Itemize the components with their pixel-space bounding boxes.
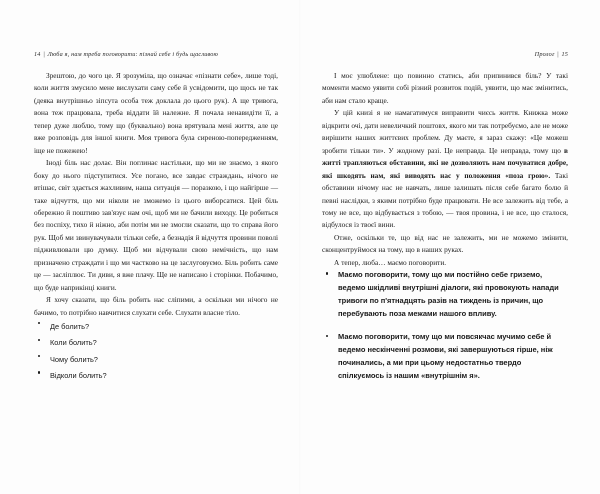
paragraph-text: А тепер, люба… маємо поговорити. — [334, 257, 447, 267]
paragraph: Я хочу сказати, що біль робить нас сліпими, а оскільки ми нічого не бачимо, то потрібно навчитися слухати себе. Слухати власне тіло. — [34, 295, 278, 317]
list-item — [34, 368, 278, 384]
bullet-dot-icon — [38, 371, 40, 373]
right-page-body — [322, 70, 568, 269]
left-running-head-title: Люба я, нам треба поговорити: пізнай себе і будь щасливою — [47, 51, 219, 58]
paragraph-emphasis: в житті трапляються обставини, які не дозволяють нам почуватися добре, які шкодять нам, які виводять нас у положення «поза грою». — [322, 145, 568, 180]
paragraph — [322, 232, 568, 257]
paragraph-text: У цій книзі я не намагатимуся виправити чиєсь життя. Книжка може відкрити очі, дати невеличкий поштовх, якого ми так потребуємо, але не може вирішити наших життєвих проблем. Ду маєте, я зараз скажу: «Це можеш зробити тільки ти». У жодному разі. Це неправда. Це неправда, тому що — [322, 108, 568, 155]
left-running-head — [34, 52, 278, 61]
list-item — [322, 269, 568, 320]
list-item-label: Де болить? — [50, 322, 90, 332]
right-page — [300, 0, 600, 494]
paragraph-text: Отже, оскільки те, що від нас не залежить, ми не можемо змінити, сконцентруймося на тому, що в наших руках. — [322, 232, 568, 255]
list-item-label: Маємо поговорити, тому що ми постійно себе гриземо, ведемо шкідливі внутрішні діалоги, які провокують напади тривоги по п'ятнадцять разів на тиждень із причин, що перебувають поза межами нашого впливу. — [338, 270, 559, 318]
left-page-folio: 14 — [34, 51, 41, 58]
left-running-head-separator: | — [43, 51, 45, 58]
bullet-dot-icon — [326, 272, 328, 274]
left-page-question-list — [34, 319, 278, 385]
list-item-label: Коли болить? — [50, 338, 97, 348]
paragraph: Зрештою, до чого це. Я зрозуміла, що означає «пізнати себе», лише тоді, коли життя змусило мене вислухати саму себе й усвідомити, що щось не так (деяка внутрішньо зіпсута особа теж доклала до цього рук). А ще тривога, вона теж працювала, треба віддати їй належне. Я почала ненавидіти її, а тепер дуже люблю, тому що (буквально) вона врятувала мені життя, але це вже розповідь для іншої книги. Моя тривога була сиреною-попередженням, іще не пожежею! — [34, 71, 278, 155]
paragraph-text: Такі обставини нічому нас не навчать, лише залишать після себе багато болю й певні наслідки, з якими потрібно буде працювати. Не все залежить від тебе, а тому не все, що відбувається з тобою, — твоя провина, і не все, що сталося, відбулося із твоєї вини. — [322, 170, 568, 230]
paragraph-text: І моє улюблене: що повинно статись, аби припинився біль? У такі моменти маємо уявити собі різний розвиток подій, уявити, що має змінитись, аби нам стало краще. — [322, 71, 568, 105]
list-item-label: Маємо поговорити, тому що ми повсякчас мучимо себе й ведемо нескінченні розмови, які завершуються гірше, ніж починались, а ми при цьому недостатньо твердо спілкуємось із нашим «внутрішнім я». — [338, 332, 553, 380]
bullet-dot-icon — [38, 355, 40, 357]
paragraph — [322, 107, 568, 232]
list-item — [34, 319, 278, 335]
list-item — [34, 335, 278, 351]
bullet-dot-icon — [326, 335, 328, 337]
right-running-head — [322, 52, 568, 61]
bullet-dot-icon — [38, 339, 40, 341]
right-page-statement-list — [322, 269, 568, 382]
bullet-dot-icon — [38, 322, 40, 324]
left-page-body — [34, 70, 278, 319]
list-item — [34, 352, 278, 368]
paragraph — [322, 257, 568, 269]
right-running-head-title: Пролог — [534, 51, 555, 58]
list-item-label: Відколи болить? — [50, 371, 107, 381]
paragraph — [322, 70, 568, 107]
paragraph: Іноді біль нас долає. Він поглинає настільки, що ми не знаємо, з якого боку до нього підступитися. Усе погано, все завдає страждань, нічого не втішає, світ здається жахливим, наша ситуація — поразкою, і що найгірше — таке відчуття, що ми ніколи не зможемо із цього виборсатися. Цей біль обережно й поштиво зав'язує нам очі, щоб ми не бачили виходу. Це робиться без поспіху, тихо й ніжно, аби потім ми не змогли сказати, що то справа його рук. Щоб ми звинувачували тільки себе, а безнадія й відчуття провини поволі підживлювали цю думку. Щоб ми відчували свою немічність, що нам призначено страждати і що ми частково на це заслуговуємо. Біль робить саме це — засліплює. Ти диви, я вже плачу. Ще не написано і сторінки. Побачимо, що буде наприкінці книги. — [34, 158, 278, 292]
right-page-folio: 15 — [561, 51, 568, 58]
list-item — [322, 331, 568, 382]
list-item-label: Чому болить? — [50, 354, 98, 364]
right-running-head-separator: | — [557, 51, 559, 58]
